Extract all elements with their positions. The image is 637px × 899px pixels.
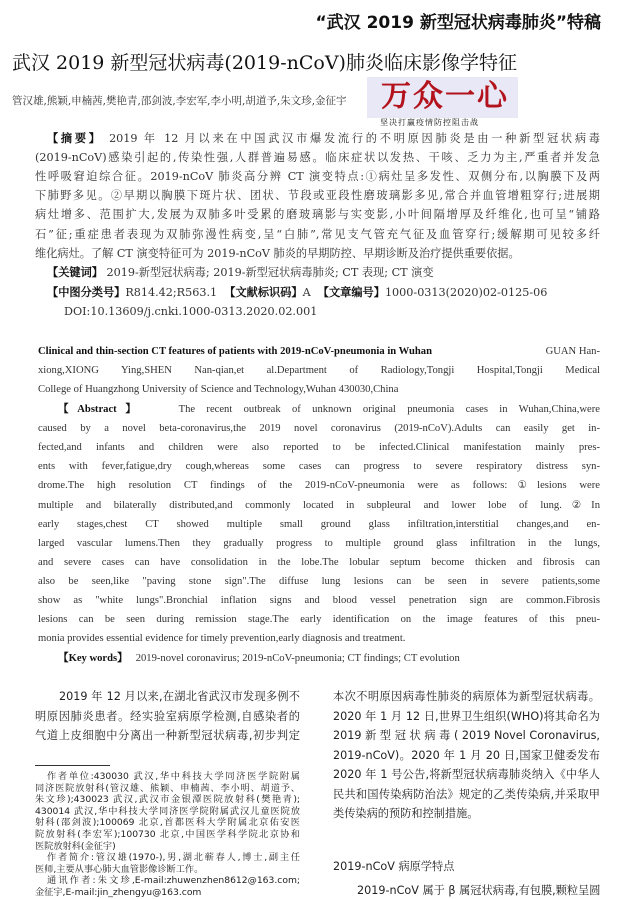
- en-author-line: College of Huangzhong University of Science and Technology,Wuhan 430030,China: [38, 384, 399, 395]
- footnote-line: 医院放射科(金征宇): [35, 840, 116, 852]
- en-abstract-line: drome.The high resolution CT findings of the 2019-nCoV-pneumonia were as follows:①lesions were: [38, 480, 600, 492]
- en-title: Clinical and thin-section CT features of patients with 2019-nCoV-pneumonia in Wuhan: [38, 346, 432, 357]
- zh-abstract-line: (2019-nCoV)感染引起的,传染性强,人群普遍易感。临床症状以发热、干咳、乏力为主,严重者并发急: [35, 151, 600, 164]
- body-right-line: 民共和国传染病防治法》规定的乙类传染病,并采取甲: [333, 787, 600, 801]
- zh-abstract-line: 性呼吸窘迫综合征。2019-nCoV 肺炎高分辨 CT 演变特点:①病灶呈多发性、双侧分布,以胸膜下及两: [35, 170, 600, 183]
- en-abstract-line: early stages,chest CT showed multiple small ground glass infiltration,interstitial changes,and en-: [38, 518, 600, 530]
- en-keywords: [58, 650, 460, 667]
- series-header: “武汉 2019 新型冠状病毒肺炎”特稿: [315, 13, 601, 33]
- en-abstract-line: larged vascular lumens.Then they gradually progress to multiple ground glass infiltration in the lungs,: [38, 537, 600, 549]
- footnote-line: 医师,主要从事心肺大血管影像诊断工作。: [35, 863, 204, 875]
- clc-value: R814.42;R563.1: [125, 286, 218, 299]
- en-abstract-line: also be seen,like "paving stone sign".The diffuse lung lesions can be seen in severe patients,some: [38, 575, 600, 587]
- body-left-line: 明原因肺炎患者。经实验室病原学检测,自感染者的: [35, 710, 300, 723]
- zh-keywords-text: 2019-新型冠状病毒; 2019-新型冠状病毒肺炎; CT 表现; CT 演变: [106, 266, 434, 279]
- footnote-line: 院放射科(李宏军);100730 北京,中国医学科学院北京协和: [35, 829, 300, 840]
- en-abstract-line: monia provides essential evidence for timely prevention,early diagnosis and treatment.: [38, 633, 406, 645]
- footnote-line: 作者单位:430030 武汉,华中科技大学同济医学院附属: [47, 771, 300, 782]
- section-first-line: 2019-nCoV 属于 β 属冠状病毒,有包膜,颗粒呈圆: [357, 884, 600, 897]
- en-abstract-label: 【Abstract】: [58, 404, 145, 415]
- en-abstract-line: lesions can be seen during remission stage.The early identification on the image features of this pneu-: [38, 614, 600, 626]
- logo-text: 万众一心: [381, 79, 509, 114]
- en-abstract-line: caused by a novel beta-coronavirus,the 2019 novel coronavirus (2019-nCoV).Adults can easily get in-: [38, 423, 600, 435]
- body-right-line: 2020 年 1 月 12 日,世界卫生组织(WHO)将其命名为: [333, 709, 600, 723]
- en-abstract-line: fected,and infants and children were also reported to be infected.Clinical manifestation mainly pres-: [38, 442, 600, 454]
- en-keywords-label: 【Key words】: [58, 653, 128, 664]
- article-no-value: 1000-0313(2020)02-0125-06: [384, 286, 548, 299]
- en-abstract-line: and severe cases can have consolidation in the lobe.The lobular septum become thicken and fibrosis can: [38, 556, 600, 568]
- clc-label: 【中图分类号】: [47, 286, 126, 299]
- body-right-line: 类传染病的预防和控制措施。: [333, 807, 479, 820]
- zh-abstract-label: 【摘要】: [47, 132, 103, 145]
- footnote-line: 同济医院放射科(管汉雄、熊颖、申楠茜、李小明、胡道予、: [35, 782, 300, 794]
- en-author-line: GUAN Han-: [545, 346, 600, 357]
- doi[interactable]: DOI:10.13609/j.cnki.1000-0313.2020.02.001: [64, 305, 318, 318]
- doc-code-value: A: [302, 286, 311, 299]
- logo-subtitle: 坚决打赢疫情防控阻击战: [380, 118, 479, 127]
- doc-code-label: 【文献标识码】: [224, 286, 303, 299]
- footnote-divider: [35, 765, 110, 766]
- article-title: 武汉 2019 新型冠状病毒(2019-nCoV)肺炎临床影像学特征: [12, 52, 517, 74]
- en-abstract-line: show as "white lungs".Bronchial inflation signs and blood vessel penetration sign are common.Fibrosis: [38, 595, 600, 606]
- en-author-line: xiong,XIONG Ying,SHEN Nan-qian,et al.Department of Radiology,Tongji Hospital,Tongji Medical: [38, 365, 600, 376]
- footnote-line: 射科(邵剑波);100069 北京,首都医科大学附属北京佑安医: [35, 817, 300, 829]
- zh-abstract-line: 病灶增多、范围扩大,发展为双肺多叶受累的磨玻璃影与实变影,小叶间隔增厚及纤维化,也可呈“铺路: [35, 208, 600, 221]
- en-abstract-line: ents with fever,fatigue,dry cough,whereas some cases can progress to severe respiratory distress syn-: [38, 461, 600, 473]
- zh-keywords-label: 【关键词】: [47, 266, 103, 279]
- en-abstract-text: The recent outbreak of unknown original pneumonia cases in Wuhan,China,were: [178, 404, 600, 415]
- zh-abstract-text: 2019 年 12 月以来在中国武汉市爆发流行的不明原因肺炎是由一种新型冠状病毒: [109, 132, 600, 145]
- en-abstract-line: [58, 401, 600, 418]
- zh-abstract-line: 下肺野多见。②早期以胸膜下斑片状、团状、节段或亚段性磨玻璃影多见,常合并血管增粗穿行;进展期: [35, 189, 600, 202]
- footnote-line: 通讯作者:朱文珍,E-mail:zhuwenzhen8612@163.com;: [47, 875, 300, 887]
- body-left-line: 2019 年 12 月以来,在湖北省武汉市发现多例不: [59, 690, 300, 703]
- zh-abstract-line: 维化病灶。了解 CT 演变特征可为 2019-nCoV 肺炎的早期防控、早期诊断及治疗提供重要依据。: [35, 247, 520, 260]
- footnote-line: 作者简介:管汉雄(1970-),男,湖北蕲春人,博士,副主任: [47, 852, 300, 864]
- en-abstract-line: multiple and bilaterally distributed,and commonly located in subpleural and lower lobe of lung.②In: [38, 499, 600, 511]
- body-right-line: 本次不明原因病毒性肺炎的病原体为新型冠状病毒。: [333, 690, 600, 703]
- section-heading: 2019-nCoV 病原学特点: [333, 860, 455, 873]
- body-right-line: 2019-nCoV)。2020 年 1 月 20 日,国家卫健委发布: [333, 748, 600, 762]
- body-right-line: 2020 年 1 号公告,将新型冠状病毒肺炎纳入《中华人: [333, 768, 600, 781]
- zh-keywords: [47, 264, 434, 281]
- footnote-line: 朱文珍);430023 武汉,武汉市金银潭医院放射科(樊艳青);: [35, 794, 300, 806]
- body-right-line: 2019 新 型 冠 状 病 毒 ( 2019 Novel Coronavirus,: [333, 729, 600, 742]
- en-keywords-text: 2019-novel coronavirus; 2019-nCoV-pneumonia; CT findings; CT evolution: [135, 653, 460, 664]
- author-list: 管汉雄,熊颖,申楠茜,樊艳青,邵剑波,李宏军,李小明,胡道予,朱文珍,金征宇: [12, 95, 347, 107]
- footnote-line: 430014 武汉,华中科技大学同济医学院附属武汉儿童医院放: [35, 805, 300, 817]
- en-title-line: [38, 343, 600, 360]
- campaign-logo: [367, 77, 518, 118]
- zh-abstract-line: 石”征;重症患者表现为双肺弥漫性病变,呈“白肺”,常见支气管充气征及血管穿行;缓解期可见较多纤: [35, 228, 600, 241]
- body-left-line: 气道上皮细胞中分离出一种新型冠状病毒,初步判定: [35, 729, 300, 742]
- classification-row: [47, 284, 547, 301]
- footnote-line: 金征宇,E-mail:jin_zhengyu@163.com: [35, 887, 202, 898]
- zh-abstract-line: [47, 130, 600, 147]
- article-no-label: 【文章编号】: [317, 286, 385, 299]
